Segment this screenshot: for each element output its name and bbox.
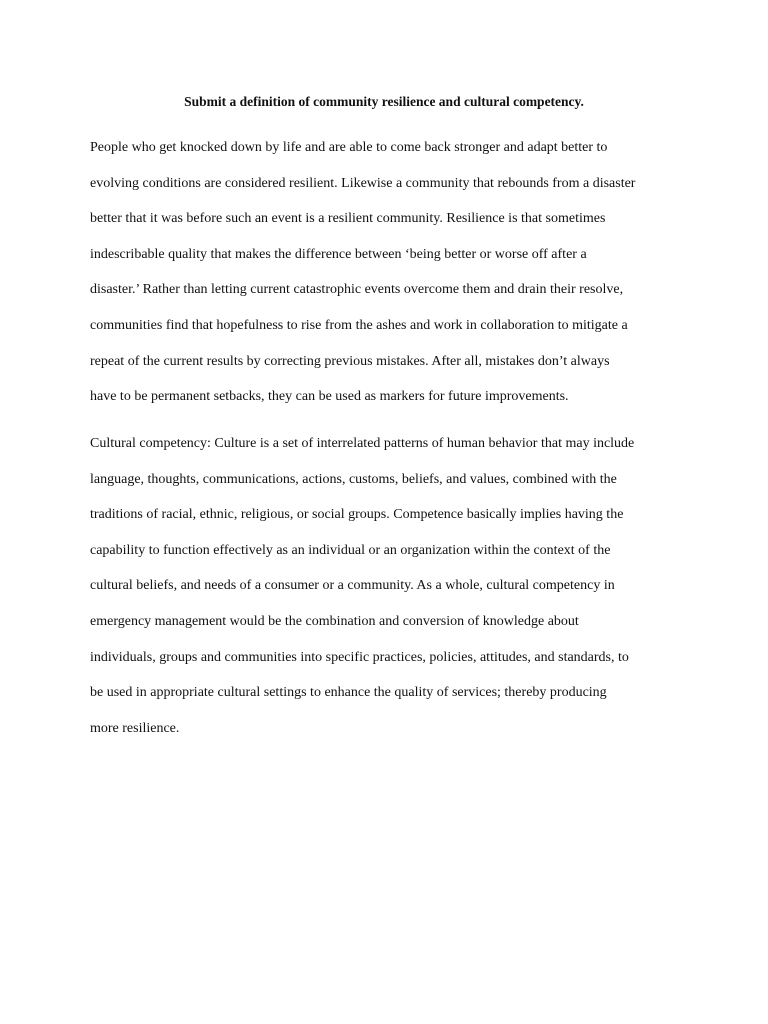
paragraph-line: be used in appropriate cultural settings to enhance the quality of services; thereby producing bbox=[90, 685, 607, 701]
paragraph-line: People who get knocked down by life and are able to come back stronger and adapt better to bbox=[90, 140, 608, 155]
paragraph-line: evolving conditions are considered resilient. Likewise a community that rebounds from a disaster bbox=[90, 175, 636, 191]
paragraph-community-resilience bbox=[90, 139, 690, 424]
paragraph-cultural-competency bbox=[90, 435, 690, 755]
paragraph-line: have to be permanent setbacks, they can be used as markers for future improvements. bbox=[90, 389, 569, 405]
paragraph-line: better that it was before such an event is a resilient community. Resilience is that sometimes bbox=[90, 211, 606, 227]
paragraph-line: disaster.’ Rather than letting current catastrophic events overcome them and drain their resolve, bbox=[90, 282, 624, 298]
paragraph-line: cultural beliefs, and needs of a consumer or a community. As a whole, cultural competency in bbox=[90, 578, 615, 594]
paragraph-line: emergency management would be the combination and conversion of knowledge about bbox=[90, 613, 579, 629]
paragraph-line: communities find that hopefulness to rise from the ashes and work in collaboration to mitigate a bbox=[90, 317, 628, 333]
paragraph-line: Cultural competency: Culture is a set of interrelated patterns of human behavior that may include bbox=[90, 436, 635, 451]
paragraph-line: capability to function effectively as an individual or an organization within the context of the bbox=[90, 542, 611, 558]
paragraph-line: repeat of the current results by correcting previous mistakes. After all, mistakes don’t always bbox=[90, 353, 610, 369]
document-title: Submit a definition of community resilience and cultural competency. bbox=[184, 94, 584, 109]
paragraph-line: traditions of racial, ethnic, religious, or social groups. Competence basically implies having the bbox=[90, 507, 624, 523]
paragraph-line: individuals, groups and communities into specific practices, policies, attitudes, and standards, to bbox=[90, 649, 629, 665]
paragraph-line: more resilience. bbox=[90, 720, 180, 736]
paragraph-line: indescribable quality that makes the difference between ‘being better or worse off after a bbox=[90, 246, 587, 262]
paragraph-line: language, thoughts, communications, actions, customs, beliefs, and values, combined with the bbox=[90, 471, 617, 487]
